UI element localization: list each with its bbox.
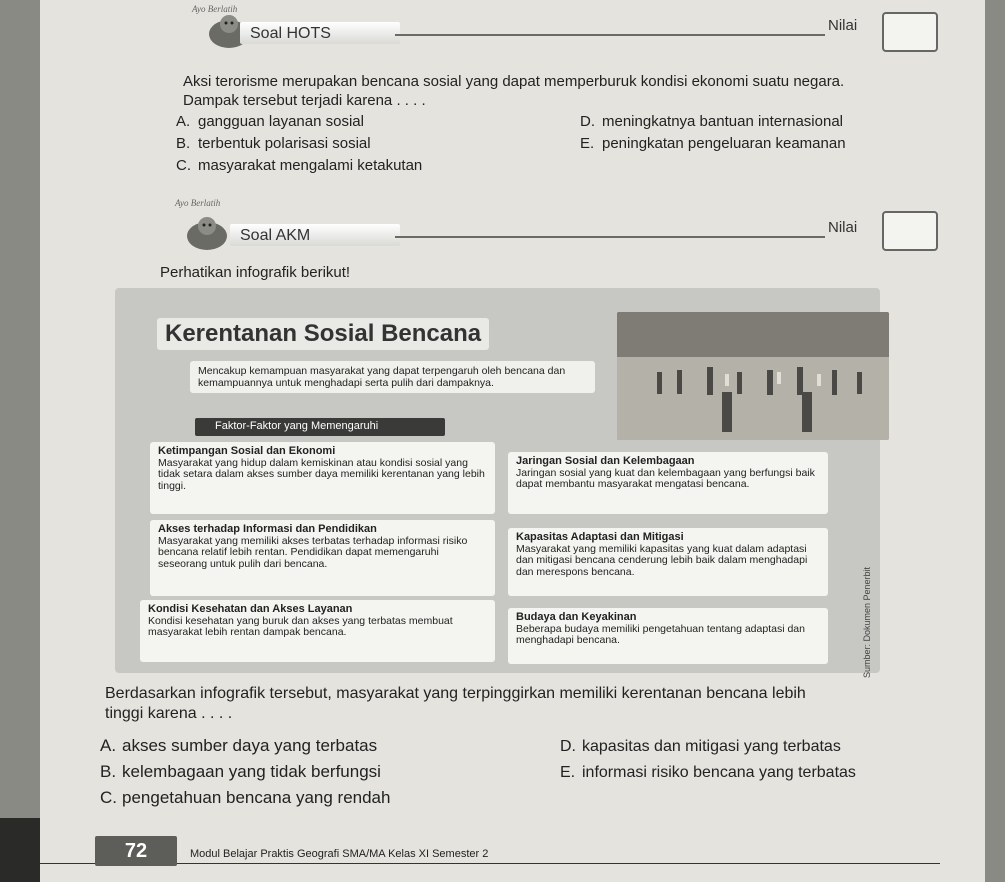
hots-question-line1: Aksi terorisme merupakan bencana sosial yang dapat memperburuk kondisi ekonomi suatu negara. bbox=[183, 73, 845, 90]
hots-option-d[interactable]: D. meningkatnya bantuan internasional bbox=[580, 113, 844, 130]
akm-option-c[interactable]: C. pengetahuan bencana yang rendah bbox=[100, 788, 391, 807]
akm-question-line1: Berdasarkan infografik tersebut, masyarakat yang terpinggirkan memiliki kerentanan bencana lebih bbox=[105, 685, 806, 702]
akm-intro: Perhatikan infografik berikut! bbox=[160, 264, 351, 281]
workbook-page bbox=[40, 0, 985, 882]
factor-card: Kapasitas Adaptasi dan Mitigasi Masyarakat yang memiliki kapasitas yang kuat dalam adaptasi dan mitigasi bencana cenderung lebih baik dalam menghadapi dan merespons bencana. bbox=[508, 528, 828, 596]
infographic-source: Sumber: Dokumen Penerbit bbox=[862, 566, 872, 678]
akm-option-d[interactable]: D. kapasitas dan mitigasi yang terbatas bbox=[560, 738, 841, 755]
mascot-icon bbox=[178, 212, 236, 252]
background-edge bbox=[0, 818, 40, 882]
hots-question-line2: Dampak tersebut terjadi karena . . . . bbox=[183, 92, 426, 109]
hots-mascot-label: Ayo Berlatih bbox=[192, 4, 238, 14]
hots-option-c[interactable]: C. masyarakat mengalami ketakutan bbox=[176, 157, 423, 174]
page-number: 72 bbox=[95, 836, 177, 866]
infographic-title: Kerentanan Sosial Bencana bbox=[157, 318, 489, 350]
hots-title: Soal HOTS bbox=[240, 22, 400, 44]
hots-option-b[interactable]: B. terbentuk polarisasi sosial bbox=[176, 135, 371, 152]
hots-score-box[interactable] bbox=[882, 12, 938, 52]
factors-heading: Faktor-Faktor yang Memengaruhi bbox=[195, 418, 445, 436]
factor-card: Budaya dan Keyakinan Beberapa budaya memiliki pengetahuan tentang adaptasi dan menghadapi bencana. bbox=[508, 608, 828, 664]
akm-score-box[interactable] bbox=[882, 211, 938, 251]
akm-title: Soal AKM bbox=[230, 224, 400, 246]
akm-divider bbox=[395, 236, 825, 238]
community-photo bbox=[617, 312, 889, 440]
infographic-description: Mencakup kemampuan masyarakat yang dapat terpengaruh oleh bencana dan kemampuannya untuk menghadapi serta pulih dari dampaknya. bbox=[190, 361, 595, 393]
hots-nilai-label: Nilai bbox=[828, 17, 858, 34]
akm-option-e[interactable]: E. informasi risiko bencana yang terbatas bbox=[560, 764, 856, 781]
akm-nilai-label: Nilai bbox=[828, 219, 858, 236]
book-title: Modul Belajar Praktis Geografi SMA/MA Kelas XI Semester 2 bbox=[190, 848, 489, 860]
akm-mascot-label: Ayo Berlatih bbox=[175, 198, 221, 208]
akm-option-b[interactable]: B. kelembagaan yang tidak berfungsi bbox=[100, 762, 381, 781]
factor-card: Jaringan Sosial dan Kelembagaan Jaringan sosial yang kuat dan kelembagaan yang berfungsi baik dapat membantu masyarakat mengatasi bencana. bbox=[508, 452, 828, 514]
factor-card: Kondisi Kesehatan dan Akses Layanan Kondisi kesehatan yang buruk dan akses yang terbatas membuat masyarakat lebih rentan dampak bencana. bbox=[140, 600, 495, 662]
akm-option-a[interactable]: A. akses sumber daya yang terbatas bbox=[100, 736, 378, 755]
factor-card: Akses terhadap Informasi dan Pendidikan Masyarakat yang memiliki akses terbatas terhadap informasi risiko bencana relatif lebih rentan. Pendidikan dapat memengaruhi seseorang untuk pulih dari bencana. bbox=[150, 520, 495, 596]
akm-question-line2: tinggi karena . . . . bbox=[105, 705, 233, 722]
factor-card: Ketimpangan Sosial dan Ekonomi Masyarakat yang hidup dalam kemiskinan atau kondisi sosial yang tidak setara dalam akses sumber daya memiliki kerentanan yang lebih tinggi. bbox=[150, 442, 495, 514]
hots-option-a[interactable]: A. gangguan layanan sosial bbox=[176, 113, 364, 130]
hots-option-e[interactable]: E. peningkatan pengeluaran keamanan bbox=[580, 135, 846, 152]
hots-divider bbox=[395, 34, 825, 36]
